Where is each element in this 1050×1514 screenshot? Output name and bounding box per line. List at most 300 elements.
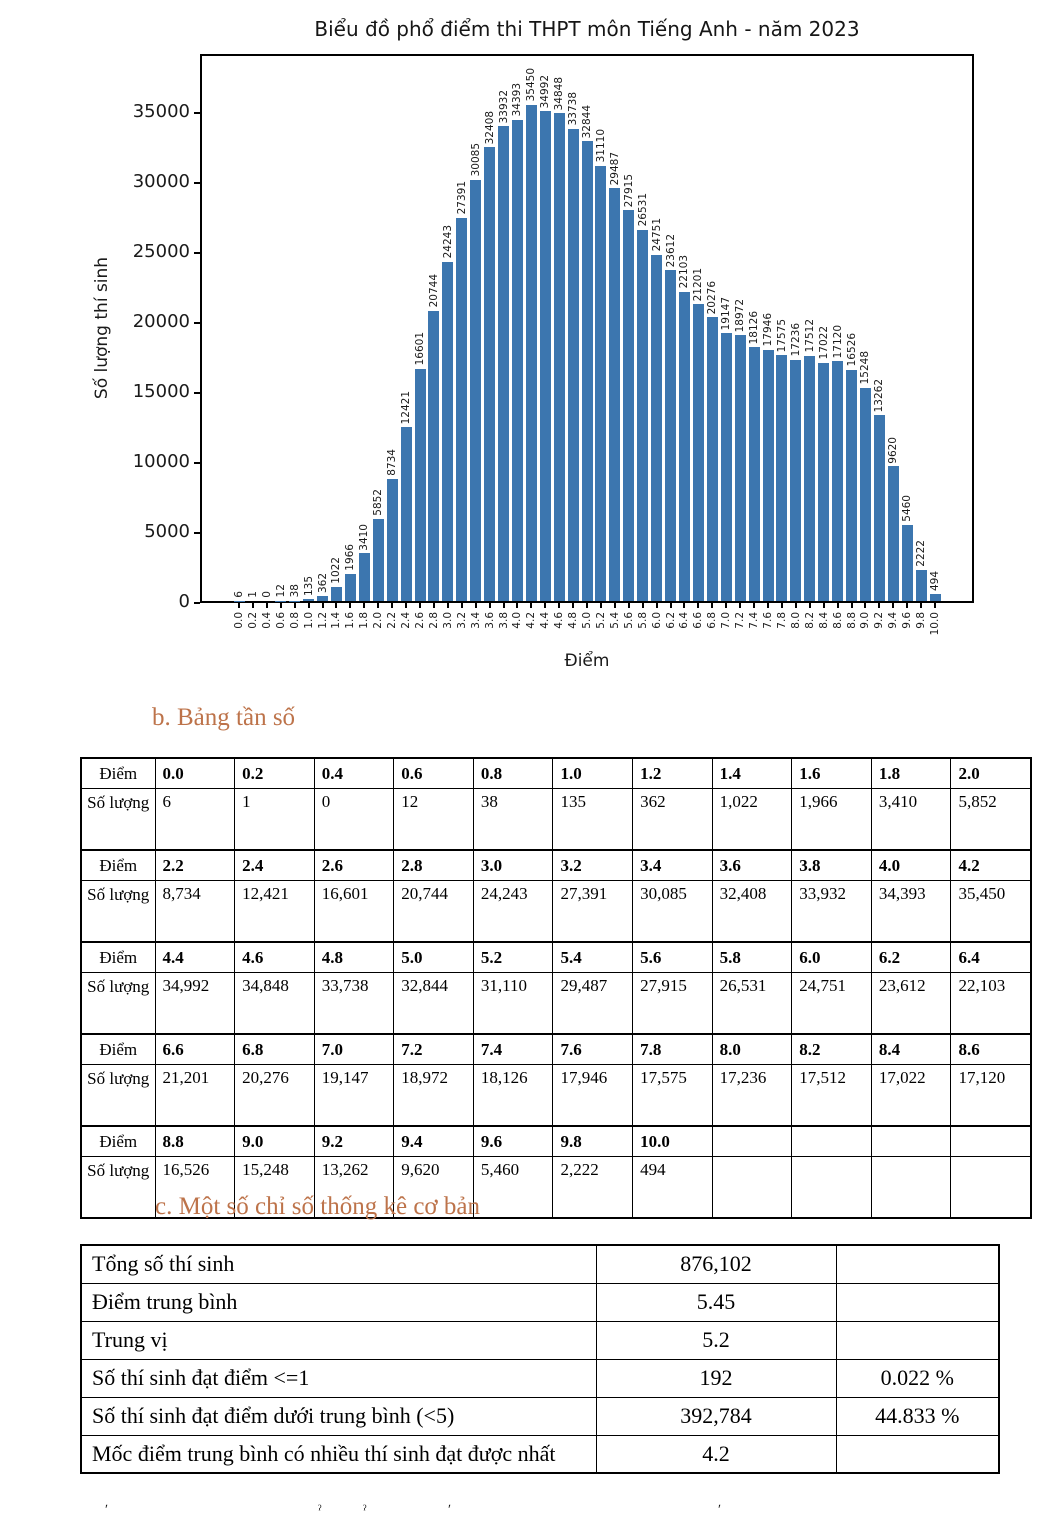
bar-7.8 <box>776 355 787 601</box>
bar-value-label-4.2: 35450 <box>525 68 538 102</box>
bar-value-label-7.0: 19147 <box>720 296 733 330</box>
freq-count-cell-0-8: 1,966 <box>792 789 872 851</box>
y-tick-25000 <box>194 252 200 254</box>
freq-score-cell-3-1: 6.8 <box>235 1034 315 1065</box>
freq-score-cell-4-1: 9.0 <box>235 1126 315 1157</box>
x-tick-label-5.6: 5.6 <box>622 612 635 629</box>
x-tick-4.8 <box>572 603 574 608</box>
freq-score-cell-0-8: 1.6 <box>792 758 872 789</box>
x-tick-label-0.8: 0.8 <box>288 612 301 629</box>
x-tick-label-5.0: 5.0 <box>581 612 593 629</box>
freq-count-cell-0-5: 135 <box>553 789 633 851</box>
freq-count-cell-3-5: 17,946 <box>553 1065 633 1127</box>
x-tick-label-8.4: 8.4 <box>817 612 830 629</box>
bar-value-label-1.8: 3410 <box>358 523 371 551</box>
bar-value-label-3.4: 30085 <box>469 143 482 177</box>
bar-value-label-1.4: 1022 <box>330 556 343 584</box>
freq-count-cell-0-10: 5,852 <box>951 789 1031 851</box>
remnant-mark-0: ʹ <box>105 1503 109 1514</box>
x-tick-label-4.6: 4.6 <box>553 612 566 629</box>
bar-2.2 <box>387 479 398 601</box>
freq-score-cell-3-8: 8.2 <box>792 1034 872 1065</box>
freq-score-cell-4-3: 9.4 <box>394 1126 474 1157</box>
freq-count-cell-4-4: 5,460 <box>473 1157 553 1219</box>
freq-row-header-diem: Điểm <box>81 758 155 789</box>
freq-count-cell-4-1: 15,248 <box>235 1157 315 1219</box>
freq-score-cell-4-7 <box>712 1126 792 1157</box>
chart-plot-area <box>200 54 974 603</box>
x-tick-5.8 <box>642 603 644 608</box>
freq-row-header-so-luong: Số lượng <box>81 1065 155 1127</box>
bar-1.2 <box>317 596 328 601</box>
bar-7.4 <box>749 347 760 601</box>
freq-score-cell-2-6: 5.6 <box>633 942 713 973</box>
bar-value-label-0.4: 0 <box>260 591 273 598</box>
freq-score-cell-3-4: 7.4 <box>473 1034 553 1065</box>
freq-count-cell-4-5: 2,222 <box>553 1157 633 1219</box>
bar-5.6 <box>623 210 634 601</box>
x-tick-0.0 <box>238 603 240 608</box>
bar-value-label-10.0: 494 <box>929 571 941 592</box>
freq-count-row-3 <box>81 1065 1031 1127</box>
x-tick-label-3.8: 3.8 <box>497 612 510 629</box>
freq-count-cell-2-9: 23,612 <box>871 973 951 1035</box>
x-tick-label-1.4: 1.4 <box>330 612 343 629</box>
x-tick-label-7.2: 7.2 <box>734 612 747 629</box>
freq-count-cell-4-9 <box>871 1157 951 1219</box>
bar-9.6 <box>902 525 913 601</box>
x-tick-label-5.2: 5.2 <box>594 612 607 629</box>
x-tick-2.2 <box>391 603 393 608</box>
x-tick-8.0 <box>795 603 797 608</box>
x-tick-label-0.0: 0.0 <box>233 612 245 629</box>
x-tick-label-3.4: 3.4 <box>469 612 482 629</box>
freq-row-header-so-luong: Số lượng <box>81 1157 155 1219</box>
stats-label-1: Điểm trung bình <box>81 1283 596 1321</box>
bar-9.2 <box>874 415 885 601</box>
y-tick-label-5000: 5000 <box>144 521 190 542</box>
freq-score-cell-2-5: 5.4 <box>553 942 633 973</box>
bar-value-label-4.6: 34848 <box>553 76 566 111</box>
bar-value-label-9.4: 9620 <box>887 436 900 464</box>
y-tick-label-25000: 25000 <box>132 241 190 262</box>
bar-value-label-2.6: 16601 <box>414 332 426 366</box>
x-tick-5.0 <box>586 603 588 608</box>
freq-row-header-diem: Điểm <box>81 942 155 973</box>
y-tick-15000 <box>194 392 200 394</box>
bar-5.0 <box>582 141 593 601</box>
y-tick-label-35000: 35000 <box>132 101 190 122</box>
freq-count-cell-3-10: 17,120 <box>951 1065 1031 1127</box>
freq-score-cell-1-5: 3.2 <box>553 850 633 881</box>
freq-score-cell-0-2: 0.4 <box>314 758 394 789</box>
x-tick-9.6 <box>906 603 908 608</box>
stats-value-1: 5.45 <box>596 1283 836 1321</box>
freq-score-cell-0-10: 2.0 <box>951 758 1031 789</box>
freq-score-cell-1-4: 3.0 <box>473 850 553 881</box>
freq-score-cell-4-0: 8.8 <box>155 1126 235 1157</box>
freq-score-cell-1-0: 2.2 <box>155 850 235 881</box>
bar-value-label-7.2: 18972 <box>734 299 747 333</box>
freq-score-row-2 <box>81 942 1031 973</box>
x-tick-label-0.6: 0.6 <box>274 612 287 629</box>
bar-value-label-9.2: 13262 <box>873 378 886 413</box>
freq-score-cell-4-8 <box>792 1126 872 1157</box>
freq-score-cell-2-9: 6.2 <box>871 942 951 973</box>
y-tick-10000 <box>194 462 200 464</box>
x-tick-7.6 <box>767 603 769 608</box>
bar-4.4 <box>540 111 551 601</box>
x-tick-8.6 <box>837 603 839 608</box>
freq-score-cell-1-7: 3.6 <box>712 850 792 881</box>
bar-6.2 <box>665 270 676 601</box>
x-tick-3.8 <box>503 603 505 608</box>
freq-count-cell-1-4: 24,243 <box>473 881 553 943</box>
freq-count-cell-3-0: 21,201 <box>155 1065 235 1127</box>
x-tick-label-1.0: 1.0 <box>302 612 315 629</box>
x-tick-0.2 <box>252 603 254 608</box>
freq-count-cell-4-7 <box>712 1157 792 1219</box>
x-tick-5.6 <box>628 603 630 608</box>
x-tick-3.4 <box>475 603 477 608</box>
freq-count-cell-1-5: 27,391 <box>553 881 633 943</box>
bar-value-label-3.8: 33932 <box>497 89 510 123</box>
bar-3.8 <box>498 126 509 601</box>
x-tick-0.4 <box>266 603 268 608</box>
x-tick-label-1.8: 1.8 <box>358 612 371 629</box>
freq-row-header-diem: Điểm <box>81 850 155 881</box>
freq-score-cell-0-6: 1.2 <box>633 758 713 789</box>
freq-count-cell-1-10: 35,450 <box>951 881 1031 943</box>
x-tick-6.4 <box>683 603 685 608</box>
bar-2.6 <box>415 369 426 601</box>
x-tick-1.8 <box>363 603 365 608</box>
bar-value-label-2.0: 5852 <box>372 489 385 517</box>
stats-value-5: 4.2 <box>596 1435 836 1473</box>
x-tick-label-3.6: 3.6 <box>483 612 496 629</box>
bar-8.8 <box>846 370 857 601</box>
x-tick-label-4.2: 4.2 <box>525 612 538 629</box>
x-tick-label-1.6: 1.6 <box>344 612 357 629</box>
x-tick-label-4.4: 4.4 <box>539 612 552 629</box>
bar-value-label-6.4: 22103 <box>678 255 691 289</box>
freq-score-cell-1-10: 4.2 <box>951 850 1031 881</box>
freq-score-cell-0-1: 0.2 <box>235 758 315 789</box>
bar-value-label-1.6: 1966 <box>344 543 357 571</box>
x-tick-label-7.6: 7.6 <box>762 612 774 629</box>
stats-label-5: Mốc điểm trung bình có nhiều thí sinh đạt được nhất <box>81 1435 596 1473</box>
freq-count-cell-3-4: 18,126 <box>473 1065 553 1127</box>
freq-count-cell-0-0: 6 <box>155 789 235 851</box>
freq-row-header-so-luong: Số lượng <box>81 881 155 943</box>
bar-value-label-1.2: 362 <box>316 572 329 593</box>
bar-4.6 <box>554 113 565 601</box>
bar-6.6 <box>693 304 704 601</box>
x-tick-7.4 <box>753 603 755 608</box>
freq-score-cell-3-10: 8.6 <box>951 1034 1031 1065</box>
freq-count-cell-1-8: 33,932 <box>792 881 872 943</box>
bar-value-label-2.4: 12421 <box>400 390 412 425</box>
bar-value-label-2.8: 20744 <box>427 274 440 308</box>
bar-value-label-9.8: 2222 <box>915 540 928 567</box>
y-tick-20000 <box>194 322 200 324</box>
freq-count-cell-3-1: 20,276 <box>235 1065 315 1127</box>
x-tick-label-5.8: 5.8 <box>636 612 649 629</box>
statistics-table <box>80 1244 1000 1474</box>
bar-value-label-3.2: 27391 <box>455 181 468 215</box>
stats-row-2 <box>81 1321 999 1359</box>
frequency-table <box>80 757 1032 1219</box>
x-tick-0.6 <box>280 603 282 608</box>
freq-row-header-diem: Điểm <box>81 1126 155 1157</box>
bar-4.8 <box>568 129 579 601</box>
x-tick-label-7.4: 7.4 <box>748 612 760 629</box>
x-tick-label-8.8: 8.8 <box>845 612 858 629</box>
bar-value-label-4.4: 34992 <box>539 74 552 109</box>
freq-count-cell-1-7: 32,408 <box>712 881 792 943</box>
bar-3.4 <box>470 180 481 601</box>
stats-row-3 <box>81 1359 999 1397</box>
y-tick-label-20000: 20000 <box>132 311 190 332</box>
freq-count-cell-4-6: 494 <box>633 1157 713 1219</box>
x-tick-9.0 <box>864 603 866 608</box>
bar-value-label-8.0: 17236 <box>789 323 802 357</box>
x-tick-label-6.2: 6.2 <box>664 612 677 629</box>
freq-score-cell-0-3: 0.6 <box>394 758 474 789</box>
x-tick-label-2.4: 2.4 <box>400 612 412 629</box>
freq-score-cell-1-2: 2.6 <box>314 850 394 881</box>
freq-score-cell-3-9: 8.4 <box>871 1034 951 1065</box>
bar-value-label-9.6: 5460 <box>901 494 914 522</box>
x-tick-label-0.4: 0.4 <box>260 612 273 629</box>
x-tick-label-2.6: 2.6 <box>414 612 426 629</box>
bar-2.4 <box>401 427 412 601</box>
freq-count-cell-4-2: 13,262 <box>314 1157 394 1219</box>
freq-count-cell-2-0: 34,992 <box>155 973 235 1035</box>
freq-count-cell-2-2: 33,738 <box>314 973 394 1035</box>
x-tick-label-3.0: 3.0 <box>441 612 454 629</box>
bar-9.4 <box>888 466 899 601</box>
freq-count-cell-2-1: 34,848 <box>235 973 315 1035</box>
bar-value-label-0.6: 12 <box>274 584 287 598</box>
x-tick-label-10.0: 10.0 <box>929 612 941 636</box>
chart-title: Biểu đồ phổ điểm thi THPT môn Tiếng Anh - năm 2023 <box>314 17 860 41</box>
bar-8.6 <box>832 361 843 601</box>
stats-label-3: Số thí sinh đạt điểm <=1 <box>81 1359 596 1397</box>
x-tick-2.0 <box>377 603 379 608</box>
freq-count-cell-1-6: 30,085 <box>633 881 713 943</box>
freq-count-cell-4-3: 9,620 <box>394 1157 474 1219</box>
stats-value-4: 392,784 <box>596 1397 836 1435</box>
x-tick-3.6 <box>489 603 491 608</box>
x-tick-1.6 <box>349 603 351 608</box>
bar-value-label-7.6: 17946 <box>762 313 774 347</box>
freq-count-cell-0-6: 362 <box>633 789 713 851</box>
x-tick-label-8.0: 8.0 <box>789 612 802 629</box>
x-tick-6.8 <box>711 603 713 608</box>
freq-score-cell-2-10: 6.4 <box>951 942 1031 973</box>
stats-row-4 <box>81 1397 999 1435</box>
freq-score-cell-1-3: 2.8 <box>394 850 474 881</box>
remnant-mark-2: ˀ <box>363 1503 367 1514</box>
bar-value-label-6.0: 24751 <box>650 218 663 252</box>
x-tick-label-8.6: 8.6 <box>831 612 844 629</box>
stats-label-2: Trung vị <box>81 1321 596 1359</box>
section-heading-statistics: c. Một số chỉ số thống kê cơ bản <box>155 1193 480 1220</box>
x-tick-label-2.0: 2.0 <box>372 612 385 629</box>
freq-count-cell-0-7: 1,022 <box>712 789 792 851</box>
freq-count-cell-2-6: 27,915 <box>633 973 713 1035</box>
x-tick-3.2 <box>461 603 463 608</box>
bar-9.8 <box>916 570 927 601</box>
x-tick-5.2 <box>600 603 602 608</box>
x-tick-label-6.4: 6.4 <box>678 612 691 629</box>
stats-row-5 <box>81 1435 999 1473</box>
freq-count-cell-0-9: 3,410 <box>871 789 951 851</box>
x-tick-4.4 <box>544 603 546 608</box>
freq-score-cell-2-1: 4.6 <box>235 942 315 973</box>
score-histogram-chart <box>0 0 1050 700</box>
stats-value-0: 876,102 <box>596 1245 836 1283</box>
freq-count-row-0 <box>81 789 1031 851</box>
bar-8.2 <box>804 356 815 601</box>
stats-percent-2 <box>836 1321 999 1359</box>
bar-7.6 <box>763 350 774 601</box>
bar-1.4 <box>331 587 342 601</box>
freq-count-cell-4-0: 16,526 <box>155 1157 235 1219</box>
bar-value-label-8.8: 16526 <box>845 333 858 367</box>
remnant-mark-1: ˀ <box>318 1503 322 1514</box>
x-tick-label-3.2: 3.2 <box>455 612 468 629</box>
bar-6.0 <box>651 255 662 602</box>
freq-score-cell-3-2: 7.0 <box>314 1034 394 1065</box>
bar-value-label-3.0: 24243 <box>441 225 454 259</box>
freq-count-cell-3-9: 17,022 <box>871 1065 951 1127</box>
x-tick-label-2.2: 2.2 <box>386 612 399 629</box>
freq-score-cell-3-0: 6.6 <box>155 1034 235 1065</box>
chart-x-axis-label: Điểm <box>564 651 610 671</box>
remnant-mark-3: ʹ <box>448 1503 452 1514</box>
x-tick-9.2 <box>878 603 880 608</box>
x-tick-4.0 <box>516 603 518 608</box>
freq-score-cell-0-9: 1.8 <box>871 758 951 789</box>
freq-score-cell-0-7: 1.4 <box>712 758 792 789</box>
freq-score-cell-2-8: 6.0 <box>792 942 872 973</box>
stats-percent-0 <box>836 1245 999 1283</box>
bar-3.2 <box>456 218 467 602</box>
bar-value-label-5.6: 27915 <box>622 173 635 208</box>
bar-value-label-4.0: 34393 <box>511 83 524 117</box>
x-tick-label-9.0: 9.0 <box>859 612 872 629</box>
x-tick-label-6.8: 6.8 <box>706 612 719 629</box>
y-tick-label-30000: 30000 <box>132 171 190 192</box>
stats-row-1 <box>81 1283 999 1321</box>
bar-3.0 <box>442 262 453 601</box>
x-tick-label-6.0: 6.0 <box>650 612 663 629</box>
freq-count-cell-4-10 <box>951 1157 1031 1219</box>
freq-count-cell-0-3: 12 <box>394 789 474 851</box>
x-tick-8.4 <box>823 603 825 608</box>
freq-score-cell-2-7: 5.8 <box>712 942 792 973</box>
bar-value-label-8.4: 17022 <box>817 326 830 360</box>
stats-row-0 <box>81 1245 999 1283</box>
stats-percent-5 <box>836 1435 999 1473</box>
freq-row-header-so-luong: Số lượng <box>81 973 155 1035</box>
freq-score-row-0 <box>81 758 1031 789</box>
bar-1.0 <box>303 599 314 601</box>
freq-score-cell-2-4: 5.2 <box>473 942 553 973</box>
freq-score-cell-1-1: 2.4 <box>235 850 315 881</box>
freq-count-cell-2-8: 24,751 <box>792 973 872 1035</box>
freq-count-row-1 <box>81 881 1031 943</box>
bar-value-label-1.0: 135 <box>302 576 315 597</box>
bar-2.8 <box>428 311 439 601</box>
x-tick-1.2 <box>322 603 324 608</box>
bar-value-label-0.2: 1 <box>246 591 259 598</box>
stats-percent-4: 44.833 % <box>836 1397 999 1435</box>
freq-count-cell-3-3: 18,972 <box>394 1065 474 1127</box>
bar-4.0 <box>512 120 523 602</box>
bar-value-label-8.6: 17120 <box>831 324 844 359</box>
bar-1.6 <box>345 574 356 602</box>
freq-row-header-diem: Điểm <box>81 1034 155 1065</box>
x-tick-6.2 <box>670 603 672 608</box>
bar-value-label-5.8: 26531 <box>636 193 649 227</box>
bar-1.8 <box>359 553 370 601</box>
stats-value-3: 192 <box>596 1359 836 1397</box>
bar-value-label-5.0: 32844 <box>581 104 593 139</box>
bar-6.8 <box>707 317 718 601</box>
x-tick-6.6 <box>697 603 699 608</box>
x-tick-label-7.0: 7.0 <box>720 612 733 629</box>
x-tick-7.0 <box>725 603 727 608</box>
x-tick-10.0 <box>934 603 936 608</box>
bar-value-label-5.2: 31110 <box>594 129 607 163</box>
chart-y-axis-label: Số lượng thí sinh <box>92 256 112 400</box>
x-tick-label-4.8: 4.8 <box>567 612 580 629</box>
freq-count-cell-3-7: 17,236 <box>712 1065 792 1127</box>
bar-value-label-8.2: 17512 <box>803 319 816 353</box>
bar-value-label-4.8: 33738 <box>567 92 580 126</box>
bar-value-label-7.4: 18126 <box>748 310 760 345</box>
x-tick-9.4 <box>892 603 894 608</box>
x-tick-label-9.2: 9.2 <box>873 612 886 629</box>
stats-percent-3: 0.022 % <box>836 1359 999 1397</box>
x-tick-label-9.6: 9.6 <box>901 612 914 629</box>
x-tick-1.4 <box>335 603 337 608</box>
x-tick-label-4.0: 4.0 <box>511 612 524 629</box>
bar-value-label-6.8: 20276 <box>706 280 719 315</box>
freq-count-cell-1-2: 16,601 <box>314 881 394 943</box>
freq-count-cell-1-0: 8,734 <box>155 881 235 943</box>
x-tick-4.2 <box>530 603 532 608</box>
y-tick-label-10000: 10000 <box>132 451 190 472</box>
bar-0.8 <box>289 601 300 602</box>
freq-score-row-3 <box>81 1034 1031 1065</box>
bar-value-label-7.8: 17575 <box>775 318 788 352</box>
freq-score-cell-2-3: 5.0 <box>394 942 474 973</box>
y-tick-35000 <box>194 112 200 114</box>
bar-5.2 <box>595 166 606 602</box>
x-tick-6.0 <box>656 603 658 608</box>
freq-score-cell-1-8: 3.8 <box>792 850 872 881</box>
bar-9.0 <box>860 388 871 602</box>
freq-score-cell-2-0: 4.4 <box>155 942 235 973</box>
bar-5.8 <box>637 230 648 601</box>
freq-score-cell-3-6: 7.8 <box>633 1034 713 1065</box>
freq-score-cell-1-9: 4.0 <box>871 850 951 881</box>
bar-8.0 <box>790 360 801 601</box>
